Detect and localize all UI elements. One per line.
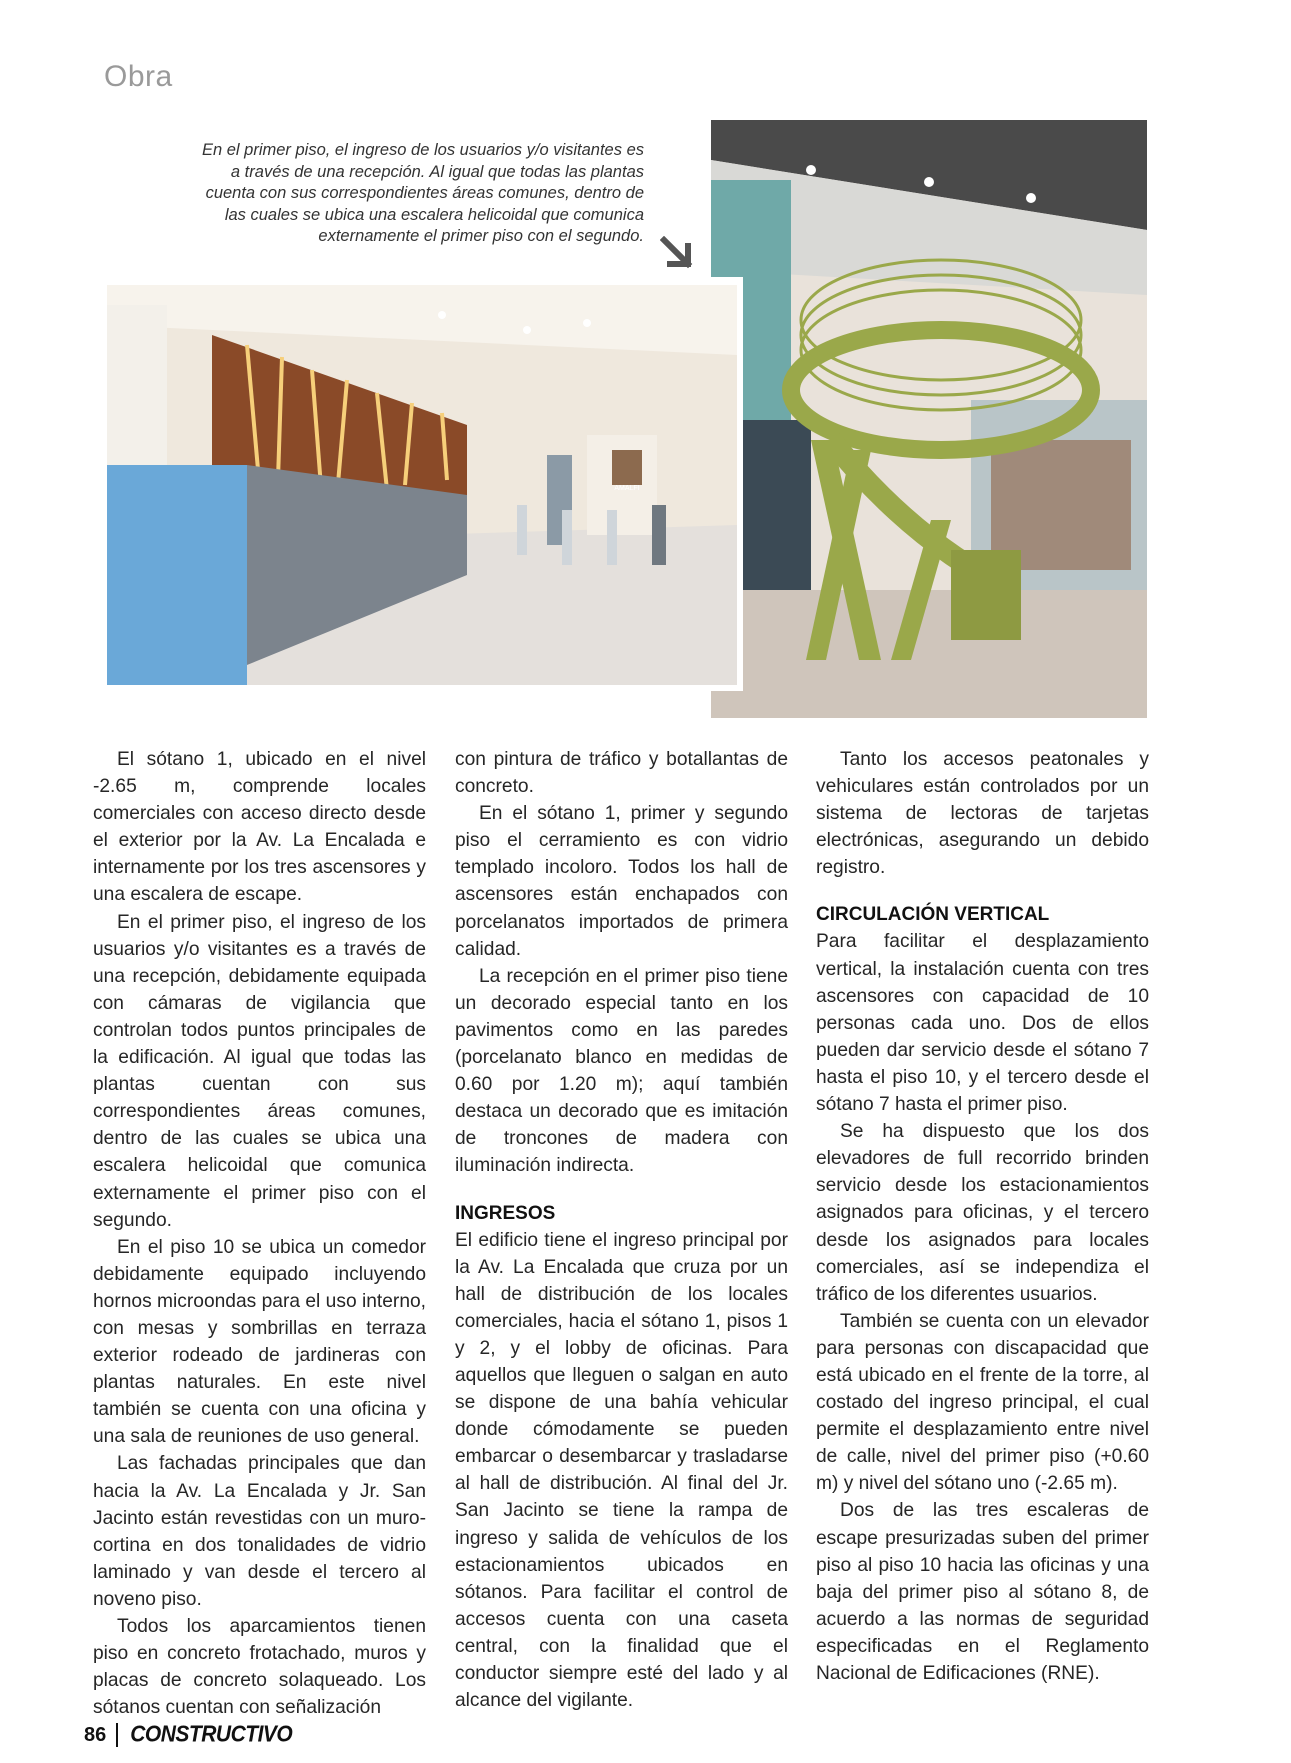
section-label: Obra [104,60,173,93]
paragraph: En el primer piso, el ingreso de los usuarios y/o visitantes es a través de una recepción, debidamente equipada con cámaras de vigilancia que controlan todos puntos principales de la edificación. Al igual que todas las plantas cuentan con sus correspondientes áreas comunes, dentro de las cuales se ubica una escalera helicoidal que comunica externamente el primer piso con el segundo. [93,911,426,1231]
footer-divider [116,1723,118,1747]
reception-photo [107,285,737,685]
arrow-down-right-icon [660,236,694,270]
paragraph: El edificio tiene el ingreso principal por la Av. La Encalada que cruza por un hall de distribución de los locales comerciales, hacia el sótano 1, pisos 1 y 2, y el lobby de oficinas. Para aquellos que lleguen o salgan en auto se dispone de una bahía vehicular donde cómodamente se pueden embarcar o desembarcar y trasladarse al hall de distribución. Al final del Jr. San Jacinto se tiene la rampa de ingreso y salida de vehículos de los estacionamientos ubicados en sótanos. Para facilitar el control de accesos cuenta con una caseta central, con la finalidad que el conductor siempre esté del lado y al alcance del vigilante. [455,1229,788,1712]
photo-caption: En el primer piso, el ingreso de los usuarios y/o visitantes es a través de una recepción. Al igual que todas las plantas cuenta con sus correspondientes áreas comunes, dentro de las cuales se ubica una escalera helicoidal que comunica externamente el primer piso con el segundo. [201,141,644,245]
page-footer [84,1722,292,1748]
spiral-staircase-photo [711,120,1147,718]
paragraph: La recepción en el primer piso tiene un decorado especial tanto en los pavimentos como en las paredes (porcelanato blanco en medidas de 0.60 por 1.20 m); aquí también destaca un decorado que es imitación de troncones de madera con iluminación indirecta. [455,965,788,1177]
reception-sign-text: AMALFI [614,485,640,492]
paragraph: Las fachadas principales que dan hacia la Av. La Encalada y Jr. San Jacinto están revestidas con un muro-cortina en dos tonalidades de vidrio laminado y van desde el tercero al noveno piso. [93,1453,426,1610]
magazine-name: CONSTRUCTIVO [130,1721,293,1748]
paragraph: Todos los aparcamientos tienen piso en concreto frotachado, muros y placas de concreto solaqueado. Los sótanos cuentan con señalización [93,1616,426,1719]
text-column-1 [93,746,426,1721]
text-column-3 [816,746,1149,1687]
circulacion-heading: CIRCULACIÓN VERTICAL [816,904,1050,926]
paragraph: En el piso 10 se ubica un comedor debidamente equipado incluyendo hornos microondas para el uso interno, con mesas y sombrillas en terraza exterior rodeado de jardineras con plantas naturales. En este nivel también se cuenta con una oficina y una sala de reuniones de uso general. [93,1236,426,1448]
paragraph: Se ha dispuesto que los dos elevadores de full recorrido brinden servicio desde los estacionamientos asignados para oficinas, y el tercero desde los asignados para locales comerciales, así se independiza el tráfico de los diferentes usuarios. [816,1121,1149,1305]
paragraph: También se cuenta con un elevador para personas con discapacidad que está ubicado en el frente de la torre, al costado del ingreso principal, el cual permite el desplazamiento entre nivel de calle, nivel del primer piso (+0.60 m) y nivel del sótano uno (-2.65 m). [816,1310,1149,1495]
paragraph: Para facilitar el desplazamiento vertical, la instalación cuenta con tres ascensores con capacidad de 10 personas cada uno. Dos de ellos pueden dar servicio desde el sótano 7 hasta el piso 10, y el tercero desde el sótano 7 hasta el primer piso. [816,931,1149,1116]
page-number: 86 [84,1723,107,1746]
paragraph: Dos de las tres escaleras de escape presurizadas suben del primer piso al piso 10 hacia las oficinas y una baja del primer piso al sótano 8, de acuerdo a las normas de seguridad especificadas en el Reglamento Nacional de Edificaciones (RNE). [816,1500,1149,1684]
paragraph: Tanto los accesos peatonales y vehiculares están controlados por un sistema de lectoras de tarjetas electrónicas, asegurando un debido registro. [816,749,1149,879]
paragraph: con pintura de tráfico y botallantas de concreto. [455,749,788,798]
text-column-2 [455,746,788,1714]
ingresos-heading: INGRESOS [455,1202,556,1224]
paragraph: El sótano 1, ubicado en el nivel -2.65 m, comprende locales comerciales con acceso directo desde el exterior por la Av. La Encalada e internamente por los tres ascensores y una escalera de escape. [93,749,426,906]
paragraph: En el sótano 1, primer y segundo piso el cerramiento es con vidrio templado incoloro. Todos los hall de ascensores están enchapados con porcelanatos importados de primera calidad. [455,803,788,960]
